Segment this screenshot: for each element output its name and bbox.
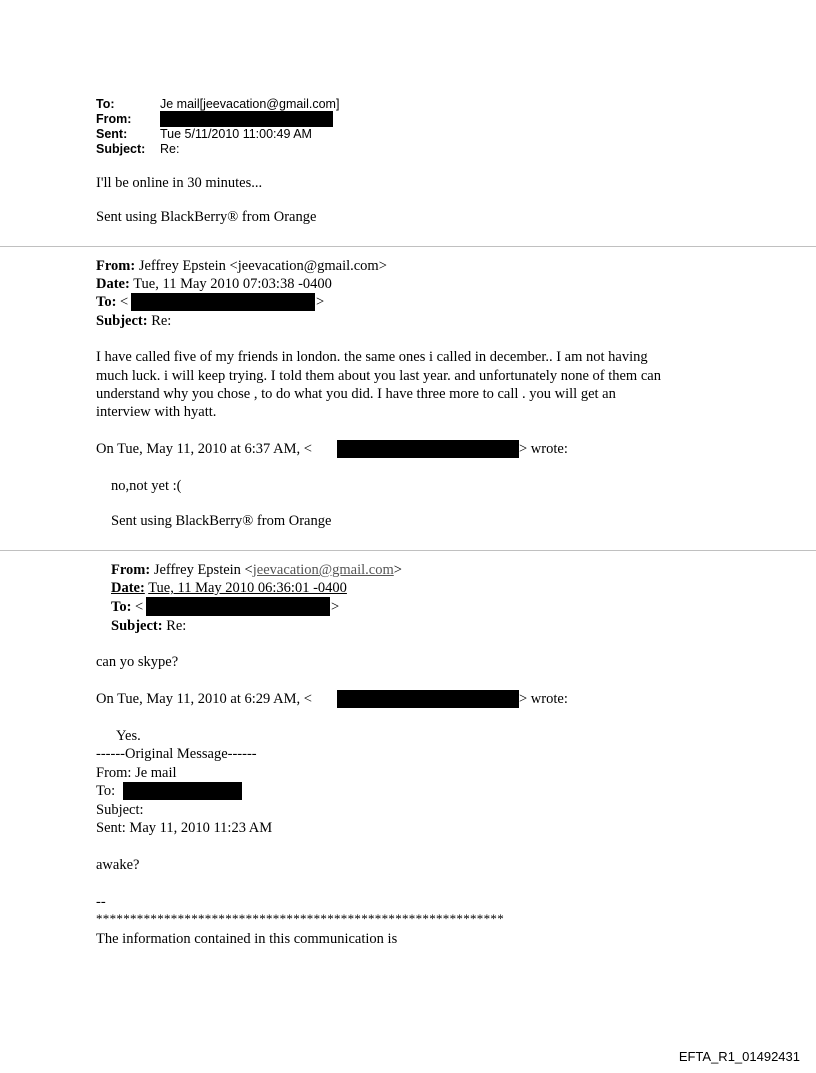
reply-to-row <box>96 293 128 311</box>
reply-from-value: Jeffrey Epstein <jeevacation@gmail.com> <box>138 258 387 274</box>
body-line: understand why you chose , to do what you did. I have three more to call . you will get an <box>96 386 616 402</box>
reply-to-close: > <box>331 599 340 615</box>
body-line: I have called five of my friends in london. the same ones i called in december.. I am not having <box>96 349 648 365</box>
orig-from: From: Je mail <box>96 765 177 781</box>
redaction-block <box>337 690 519 708</box>
reply-from-name: Jeffrey Epstein < <box>153 562 253 578</box>
reply-date-label: Date: <box>111 580 145 596</box>
reply-date-row <box>96 275 332 293</box>
reply-from-close: > <box>393 562 402 578</box>
quoted-body: no,not yet :( <box>111 478 182 494</box>
reply-date-value: Tue, 11 May 2010 06:36:01 -0400 <box>148 580 347 596</box>
quote-intro: On Tue, May 11, 2010 at 6:37 AM, < <box>96 441 312 457</box>
separator-stars: ************************************************************ <box>96 911 504 926</box>
reply-date-label: Date: <box>96 276 130 292</box>
reply-subject-value: Re: <box>151 313 172 329</box>
reply-subject-value: Re: <box>166 618 187 634</box>
reply-from-label: From: <box>96 258 136 274</box>
redaction-block <box>131 293 315 311</box>
reply-to-label: To: <box>111 599 132 615</box>
reply-subject-label: Subject: <box>111 618 163 634</box>
header-from-label: From: <box>96 112 132 126</box>
reply-to-row <box>111 598 143 616</box>
reply-to-open: < <box>135 599 144 615</box>
reply-from-row <box>111 561 402 579</box>
message-divider <box>0 246 816 247</box>
reply-subject-row <box>111 617 186 635</box>
reply-date-row <box>111 579 347 597</box>
header-to-label: To: <box>96 97 115 111</box>
header-to-value: Je mail[jeevacation@gmail.com] <box>160 97 340 111</box>
message-body: I'll be online in 30 minutes... <box>96 175 263 191</box>
orig-subject: Subject: <box>96 802 144 818</box>
reply-from-label: From: <box>111 562 151 578</box>
orig-sent: Sent: May 11, 2010 11:23 AM <box>96 820 273 836</box>
quote-wrote: > wrote: <box>519 441 568 457</box>
quote-intro: On Tue, May 11, 2010 at 6:29 AM, < <box>96 691 312 707</box>
reply-subject-row <box>96 312 171 330</box>
orig-body: awake? <box>96 857 140 873</box>
quote-wrote: > wrote: <box>519 691 568 707</box>
redaction-block <box>146 597 330 616</box>
orig-to: To: <box>96 783 116 799</box>
signature-dash: -- <box>96 894 106 910</box>
message-signature: Sent using BlackBerry® from Orange <box>96 209 317 225</box>
message-body: can yo skype? <box>96 654 179 670</box>
reply-to-label: To: <box>96 294 117 310</box>
reply-to-open: < <box>120 294 129 310</box>
reply-date-value: Tue, 11 May 2010 07:03:38 -0400 <box>133 276 332 292</box>
redaction-block <box>337 440 519 458</box>
quoted-signature: Sent using BlackBerry® from Orange <box>111 513 332 529</box>
header-sent-row <box>96 127 396 142</box>
header-subject-value: Re: <box>160 142 180 156</box>
message-divider <box>0 550 816 551</box>
quoted-reply: Yes. <box>116 728 141 744</box>
body-line: much luck. i will keep trying. I told them about you last year. and unfortunately none of them can <box>96 368 661 384</box>
disclaimer: The information contained in this communication is <box>96 931 398 947</box>
header-subject-row <box>96 142 396 157</box>
redaction-block <box>123 782 242 800</box>
redaction-block <box>160 111 333 127</box>
header-sent-label: Sent: <box>96 127 128 141</box>
original-message-marker: ------Original Message------ <box>96 746 257 762</box>
email-link[interactable]: jeevacation@gmail.com <box>252 562 394 578</box>
header-to-row <box>96 97 396 112</box>
reply-subject-label: Subject: <box>96 313 148 329</box>
reply-to-close: > <box>316 294 325 310</box>
header-subject-label: Subject: <box>96 142 146 156</box>
body-line: interview with hyatt. <box>96 404 217 420</box>
reply-from-row <box>96 257 387 275</box>
document-id: EFTA_R1_01492431 <box>678 1049 800 1064</box>
header-sent-value: Tue 5/11/2010 11:00:49 AM <box>160 127 312 141</box>
